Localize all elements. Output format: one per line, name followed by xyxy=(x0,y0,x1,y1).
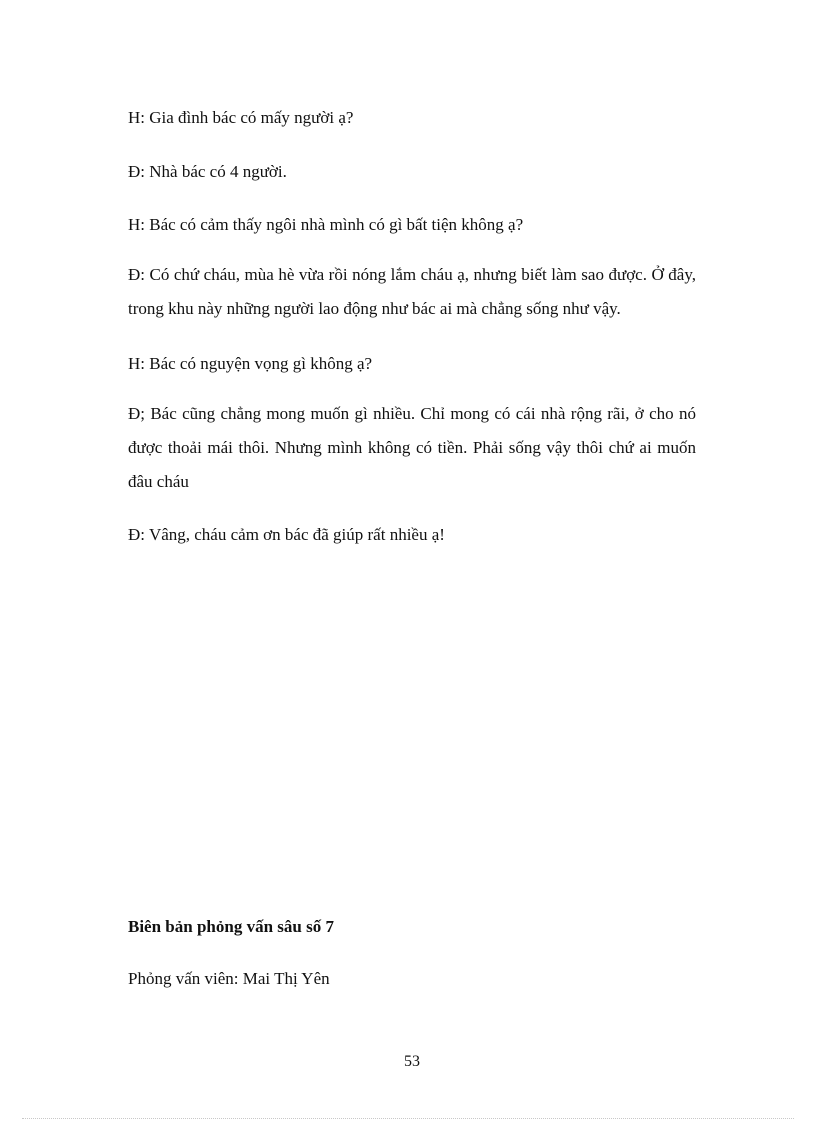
interview-line-question-inconvenience: H: Bác có cảm thấy ngôi nhà mình có gì bất tiện không ạ? xyxy=(128,215,524,234)
footer-divider xyxy=(22,1118,794,1119)
interview-line-question-family: H: Gia đình bác có mấy người ạ? xyxy=(128,108,354,127)
section-title: Biên bản phỏng vấn sâu số 7 xyxy=(128,917,334,936)
interviewer-line: Phỏng vấn viên: Mai Thị Yên xyxy=(128,969,330,988)
interview-line-question-wish: H: Bác có nguyện vọng gì không ạ? xyxy=(128,354,373,373)
interview-line-thanks: Đ: Vâng, cháu cảm ơn bác đã giúp rất nhiều ạ! xyxy=(128,525,445,544)
interview-line-answer-inconvenience: Đ: Có chứ cháu, mùa hè vừa rồi nóng lắm cháu ạ, nhưng biết làm sao được. Ở đây, trong khu này những người lao động như bác ai mà chẳng sống như vậy. xyxy=(128,265,696,318)
page-number: 53 xyxy=(404,1053,420,1070)
interview-line-answer-wish: Đ; Bác cũng chẳng mong muốn gì nhiều. Chỉ mong có cái nhà rộng rãi, ở cho nó được thoải mái thôi. Nhưng mình không có tiền. Phải sống vậy thôi chứ ai muốn đâu cháu xyxy=(128,404,696,491)
interview-line-answer-family: Đ: Nhà bác có 4 người. xyxy=(128,162,287,181)
